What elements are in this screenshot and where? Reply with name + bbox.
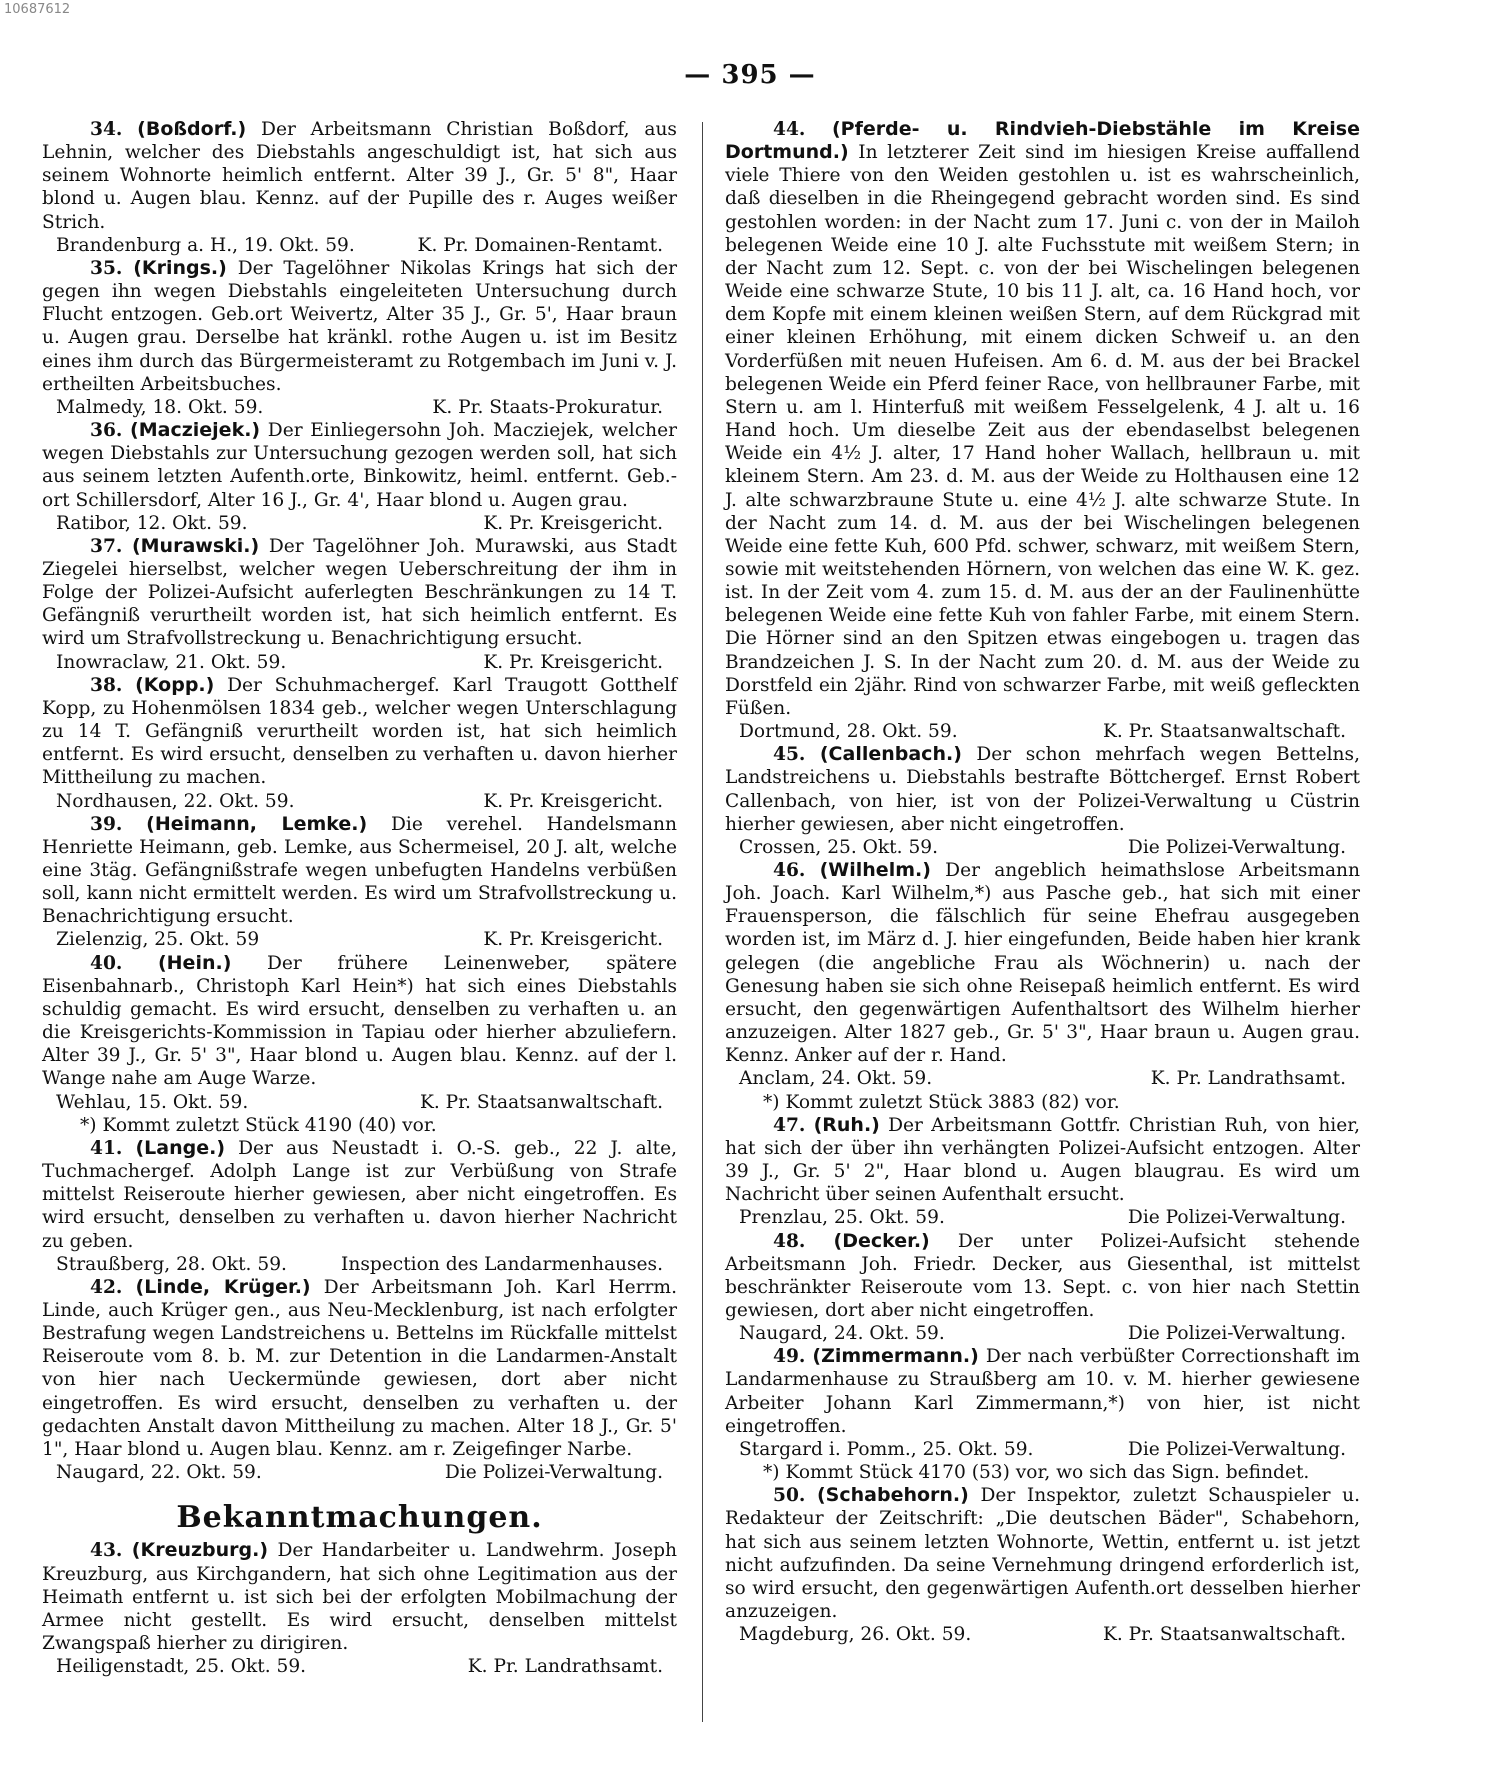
notice-title: (Wilhelm.) [819, 859, 931, 881]
notice-text: Der Einliegersohn Joh. Macziejek, welcher wegen Diebstahls zur Untersuchung gezogen werden soll, hat sich aus seinem letzten Aufenth.orte, Binkowitz, heiml. entfernt. Geb.-ort Schillersdorf, Alter 16 J., Gr. 4', Haar blond u. Augen grau. [42, 420, 677, 511]
notice-place-date: Crossen, 25. Okt. 59. [739, 836, 939, 858]
notice-paragraph [42, 419, 677, 512]
notice-place-date: Inowraclaw, 21. Okt. 59. [56, 651, 287, 673]
notice-authority: K. Pr. Kreisgericht. [483, 790, 663, 812]
notice-signature [725, 1438, 1360, 1461]
notice-authority: K. Pr. Staats-Prokuratur. [432, 396, 663, 418]
notice-entry [725, 1230, 1360, 1346]
page-number: — 395 — [684, 60, 816, 90]
notice-footnote: *) Kommt zuletzt Stück 3883 (82) vor. [763, 1091, 1120, 1113]
notice-text: Der Schuhmachergef. Karl Traugott Gotthelf Kopp, zu Hohenmölsen 1834 geb., welcher wegen Unterschlagung zu 14 T. Gefängniß verurtheilt worden ist, hat sich heimlich entfernt. Es wird ersucht, denselben zu verhaften u. davon hierher Mittheilung zu machen. [42, 674, 677, 789]
notice-number: 35. [90, 257, 123, 279]
notice-entry [725, 859, 1360, 1114]
notice-title: (Boßdorf.) [137, 118, 247, 140]
notice-text: Der Arbeitsmann Gottfr. Christian Ruh, von hier, hat sich der über ihn verhängten Polizei-Aufsicht entzogen. Alter 39 J., Gr. 5' 2", Haar blond u. Augen blaugrau. Es wird um Nachricht über seinen Aufenthalt ersucht. [725, 1114, 1360, 1206]
notice-paragraph [725, 859, 1360, 1067]
notice-place-date: Straußberg, 28. Okt. 59. [56, 1253, 287, 1275]
notice-authority: Die Polizei-Verwaltung. [1127, 1438, 1346, 1460]
notice-place-date: Dortmund, 28. Okt. 59. [739, 721, 958, 743]
notice-authority: K. Pr. Kreisgericht. [483, 651, 663, 673]
notice-title: (Decker.) [833, 1229, 930, 1252]
notice-paragraph [42, 257, 677, 396]
notice-number: 48. [773, 1230, 806, 1252]
notice-paragraph [42, 1539, 677, 1655]
notice-place-date: Ratibor, 12. Okt. 59. [56, 512, 248, 534]
notice-paragraph [725, 1345, 1360, 1438]
notice-paragraph [42, 118, 677, 234]
notice-text: Der Handarbeiter u. Landwehrm. Joseph Kreuzburg, aus Kirchgandern, hat sich ohne Legitimation aus der Heimath entfernt u. ist sich bei der erfolgten Mobilmachung der Armee nicht gestellt. Es wird ersucht, denselben mittelst Zwangspaß hierher zu dirigiren. [42, 1540, 677, 1654]
notice-signature [725, 1206, 1360, 1229]
right-column [725, 118, 1360, 1646]
notice-signature [725, 1623, 1360, 1646]
notice-place-date: Anclam, 24. Okt. 59. [739, 1068, 933, 1090]
notice-text: Der Tagelöhner Joh. Murawski, aus Stadt Ziegelei hierselbst, welcher wegen Ueberschreitung der ihm in Folge der Polizei-Aufsicht auferlegten Beschränkungen zu 14 T. Gefängniß verurtheilt worden ist, hat sich heimlich entfernt. Es wird um Strafvollstreckung u. Benachrichtigung ersucht. [42, 535, 677, 650]
left-entries-a [42, 118, 677, 1484]
notice-signature [42, 396, 677, 419]
notice-signature [42, 1091, 677, 1114]
notice-place-date: Wehlau, 15. Okt. 59. [56, 1091, 249, 1113]
notice-number: 37. [90, 535, 123, 557]
notice-number: 45. [773, 744, 806, 766]
notice-title: (Ruh.) [813, 1113, 880, 1136]
notice-paragraph [42, 1276, 677, 1461]
notice-entry [42, 1539, 677, 1678]
notice-number: 40. [90, 952, 123, 974]
notice-paragraph [725, 1114, 1360, 1207]
notice-text: Der Tagelöhner Nikolas Krings hat sich der gegen ihn wegen Diebstahls eingeleiteten Untersuchung durch Flucht entzogen. Geb.ort Weivertz, Alter 35 J., Gr. 5', Haar braun u. Augen grau. Derselbe hat kränkl. rothe Augen u. ist im Besitz eines ihm durch das Bürgermeisteramt zu Rotgembach im Juni v. J. ertheilten Arbeitsbuches. [42, 257, 677, 395]
section-heading: Bekanntmachungen. [176, 1500, 543, 1536]
right-entries [725, 118, 1360, 1646]
notice-place-date: Naugard, 22. Okt. 59. [56, 1462, 262, 1484]
notice-text: Der frühere Leinenweber, spätere Eisenbahnarb., Christoph Karl Hein*) hat sich eines Diebstahls schuldig gemacht. Es wird ersucht, denselben zu verhaften u. an die Kreisgerichts-Kommission in Tapiau oder hierher abzuliefern. Alter 39 J., Gr. 5' 3", Haar blond u. Augen blau. Kennz. auf der l. Wange nahe am Auge Warze. [42, 952, 677, 1090]
notice-text: Die verehel. Handelsmann Henriette Heimann, geb. Lemke, aus Schermeisel, 20 J. alt, welche eine 3täg. Gefängnißstrafe wegen unbefugten Handelns verbüßen soll, kann nicht ermittelt werden. Es wird um Strafvollstreckung u. Benachrichtigung ersucht. [42, 813, 677, 928]
notice-entry [42, 1276, 677, 1484]
notice-authority: Inspection des Landarmenhauses. [341, 1253, 663, 1275]
notice-number: 49. [773, 1346, 806, 1368]
notice-authority: K. Pr. Kreisgericht. [483, 929, 663, 951]
notice-entry [42, 118, 677, 257]
notice-paragraph [725, 1484, 1360, 1623]
notice-paragraph [725, 118, 1360, 720]
notice-entry [42, 419, 677, 535]
notice-title: (Macziejek.) [130, 419, 261, 442]
notice-authority: K. Pr. Landrathsamt. [467, 1656, 663, 1678]
notice-text: Der unter Polizei-Aufsicht stehende Arbeitsmann Joh. Friedr. Decker, aus Giesenthal, ist mittelst beschränkter Reiseroute vom 13. Sept. c. von hier nach Stettin gewiesen, dort aber nicht eingetroffen. [725, 1230, 1360, 1321]
notice-place-date: Zielenzig, 25. Okt. 59 [56, 929, 260, 951]
notice-title: (Schabehorn.) [816, 1484, 969, 1507]
page-id-label: 10687612 [4, 2, 71, 17]
notice-number: 38. [90, 674, 123, 696]
notice-signature [42, 928, 677, 951]
notice-authority: K. Pr. Landrathsamt. [1150, 1068, 1346, 1090]
notice-authority: Die Polizei-Verwaltung. [444, 1462, 663, 1484]
notice-signature [42, 234, 677, 257]
notice-authority: Die Polizei-Verwaltung. [1127, 836, 1346, 858]
notice-title: (Murawski.) [131, 534, 260, 557]
notice-authority: Die Polizei-Verwaltung. [1127, 1207, 1346, 1229]
notice-number: 46. [773, 860, 806, 881]
notice-place-date: Naugard, 24. Okt. 59. [739, 1323, 945, 1345]
notice-text: Der Arbeitsmann Joh. Karl Herrm. Linde, auch Krüger gen., aus Neu-Mecklenburg, ist nach erfolgter Bestrafung wegen Landstreichens u. Bettelns im Rückfalle mittelst Reiseroute vom 8. b. M. zur Detention in die Landarmen-Anstalt von hier nach Ueckermünde gewiesen, dort aber nicht eingetroffen. Es wird ersucht, denselben zu verhaften u. der gedachten Anstalt davon Mittheilung zu machen. Alter 18 J., Gr. 5' 1", Haar blond u. Augen blau. Kennz. am r. Zeigefinger Narbe. [42, 1276, 677, 1460]
notice-number: 47. [773, 1114, 806, 1136]
notice-text: Der nach verbüßter Correctionshaft im Landarmenhause zu Straußberg am 10. v. M. hierher gewiesene Arbeiter Johann Karl Zimmermann,*) von hier, ist nicht eingetroffen. [725, 1346, 1360, 1437]
notice-number: 41. [90, 1137, 123, 1159]
notice-place-date: Stargard i. Pomm., 25. Okt. 59. [739, 1438, 1034, 1460]
notice-authority: K. Pr. Domainen-Rentamt. [417, 234, 663, 256]
notice-entry [42, 1137, 677, 1276]
notice-place-date: Prenzlau, 25. Okt. 59. [739, 1207, 945, 1229]
notice-footnote: *) Kommt zuletzt Stück 4190 (40) vor. [80, 1114, 437, 1136]
notice-text: Der angeblich heimathslose Arbeitsmann Joh. Joach. Karl Wilhelm,*) aus Pasche geb., hat sich mit einer Frauensperson, die fälschlich für seine Ehefrau ausgegeben worden ist, im März d. J. hier eingefunden, Beide haben hier krank gelegen (die angebliche Frau als Wöchnerin) u. nach der Genesung haben sie sich ohne Reisepaß heimlich entfernt. Es wird ersucht, den gegenwärtigen Aufenthaltsort des Wilhelm hierher anzuzeigen. Alter 1827 geb., Gr. 5' 3", Haar braun u. Augen grau. Kennz. Anker auf der r. Hand. [725, 860, 1360, 1067]
notice-entry [42, 257, 677, 419]
notice-title: (Heimann, Lemke.) [146, 812, 368, 835]
notice-entry [725, 1345, 1360, 1484]
notice-title: (Hein.) [157, 951, 232, 974]
column-divider [702, 122, 703, 1722]
notice-signature [42, 790, 677, 813]
notice-entry [42, 952, 677, 1137]
notice-entry [42, 674, 677, 813]
notice-text: Der aus Neustadt i. O.-S. geb., 22 J. alte, Tuchmachergef. Adolph Lange ist zur Verbüßung von Strafe mittelst Reiseroute hierher gewiesen, aber nicht eingetroffen. Es wird ersucht, denselben zu verhaften u. davon hierher Nachricht zu geben. [42, 1137, 677, 1252]
notice-paragraph [42, 535, 677, 651]
notice-authority: K. Pr. Kreisgericht. [483, 512, 663, 534]
notice-number: 36. [90, 420, 123, 442]
notice-title: (Lange.) [135, 1136, 226, 1159]
notice-title: (Callenbach.) [819, 743, 962, 766]
notice-title: (Kopp.) [135, 673, 215, 696]
notice-title: (Kreuzburg.) [131, 1539, 269, 1562]
notice-entry [725, 1114, 1360, 1230]
notice-authority: K. Pr. Staatsanwaltschaft. [1102, 1624, 1346, 1646]
left-entries-b [42, 1539, 677, 1678]
notice-paragraph [42, 1137, 677, 1253]
notice-title: (Krings.) [133, 256, 227, 279]
notice-paragraph [42, 674, 677, 790]
notice-entry [725, 118, 1360, 743]
notice-entry [725, 1484, 1360, 1646]
notice-paragraph [42, 952, 677, 1091]
notice-signature [725, 1322, 1360, 1345]
notice-signature [42, 1461, 677, 1484]
notice-entry [42, 535, 677, 674]
notice-text: Der Inspektor, zuletzt Schauspieler u. Redakteur der Zeitschrift: „Die deutschen Bäder", Schabehorn, hat sich aus seinem letzten Wohnorte, Wettin, entfernt u. ist jetzt nicht aufzufinden. Da seine Vernehmung dringend erforderlich ist, so wird ersucht, den gegenwärtigen Aufenth.ort desselben hierher anzuzeigen. [725, 1485, 1360, 1622]
notice-number: 39. [90, 813, 123, 835]
notice-number: 34. [90, 119, 123, 140]
notice-signature [42, 1253, 677, 1276]
notice-authority: K. Pr. Staatsanwaltschaft. [419, 1091, 663, 1113]
notice-text: In letzterer Zeit sind im hiesigen Kreise auffallend viele Thiere von den Weiden gestohlen u. ist es wahrscheinlich, daß dieselben in die Rheingegend gebracht worden sind. Es sind gestohlen worden: in der Nacht zum 17. Juni c. von der in Mailoh belegenen Weide eine 10 J. alte Fuchsstute mit weißem Stern; in der Nacht zum 12. Sept. c. von der bei Wischelingen belegenen Weide eine schwarze Stute, 10 bis 11 J. alt, ca. 16 Hand hoch, vor dem Kopfe mit einem kleinen weißen Stern, auf dem Rückgrad mit einer kleinen Erhöhung, mit einem dicken Schweif u. an den Vorderfüßen mit neuen Hufeisen. Am 6. d. M. aus der bei Brackel belegenen Weide ein Pferd feiner Race, von hellbrauner Farbe, mit Stern u. am l. Hinterfuß mit weißem Fesselgelenk, 4 J. alt u. 16 Hand hoch. Um dieselbe Zeit aus der ebendaselbst belegenen Weide ein 4½ J. alter, 17 Hand hoher Wallach, hellbraun u. mit kleinem Stern. Am 23. d. M. aus der Weide zu Holthausen eine 12 J. alte schwarzbraune Stute u. eine 4½ J. alte schwarze Stute. In der Nacht zum 14. d. M. aus der bei Wischelingen belegenen Weide eine fette Kuh, 600 Pfd. schwer, schwarz, mit weißem Stern, sowie mit weitstehenden Hörnern, von welchen das eine W. K. gez. ist. In der Zeit vom 4. zum 15. d. M. aus der an der Faulinenhütte belegenen Weide eine fette Kuh von fahler Farbe, mit einem Stern. Die Hörner sind an den Spitzen etwas eingebogen u. tragen das Brandzeichen J. S. In der Nacht zum 20. d. M. aus der Weide zu Dorstfeld ein 2jähr. Rind von schwarzer Farbe, mit weiß gefleckten Füßen. [725, 142, 1360, 719]
notice-entry [725, 743, 1360, 859]
notice-number: 43. [90, 1540, 123, 1562]
notice-entry [42, 813, 677, 952]
notice-number: 42. [90, 1276, 123, 1298]
notice-paragraph [42, 813, 677, 929]
notice-signature [725, 836, 1360, 859]
left-column [42, 118, 677, 1678]
notice-place-date: Magdeburg, 26. Okt. 59. [739, 1624, 972, 1646]
notice-place-date: Heiligenstadt, 25. Okt. 59. [56, 1656, 307, 1678]
notice-paragraph [725, 1230, 1360, 1323]
notice-place-date: Brandenburg a. H., 19. Okt. 59. [56, 234, 355, 256]
notice-title: (Pferde- u. Rindvieh-Diebstähle im Kreise Dortmund.) [725, 118, 1360, 164]
notice-title: (Zimmermann.) [812, 1345, 979, 1368]
notice-paragraph [725, 743, 1360, 836]
notice-text: Der schon mehrfach wegen Bettelns, Landstreichens u. Diebstahls bestrafte Böttchergef. Ernst Robert Callenbach, von hier, ist von der Polizei-Verwaltung u Cüstrin hierher gewiesen, aber nicht eingetroffen. [725, 744, 1360, 835]
notice-title: (Linde, Krüger.) [135, 1275, 311, 1298]
notice-place-date: Nordhausen, 22. Okt. 59. [56, 790, 295, 812]
notice-authority: Die Polizei-Verwaltung. [1127, 1323, 1346, 1345]
notice-number: 44. [773, 119, 806, 140]
notice-signature [42, 651, 677, 674]
notice-signature [725, 720, 1360, 743]
notice-signature [42, 1655, 677, 1678]
notice-signature [42, 512, 677, 535]
notice-text: Der Arbeitsmann Christian Boßdorf, aus Lehnin, welcher des Diebstahls angeschuldigt ist, hat sich aus seinem Wohnorte heimlich entfernt. Alter 39 J., Gr. 5' 8", Haar blond u. Augen blau. Kennz. auf der Pupille des r. Auges weißer Strich. [42, 119, 677, 233]
notice-place-date: Malmedy, 18. Okt. 59. [56, 396, 264, 418]
notice-footnote: *) Kommt Stück 4170 (53) vor, wo sich das Sign. befindet. [763, 1462, 1310, 1484]
notice-signature [725, 1067, 1360, 1090]
notice-number: 50. [773, 1485, 806, 1507]
notice-authority: K. Pr. Staatsanwaltschaft. [1102, 721, 1346, 743]
